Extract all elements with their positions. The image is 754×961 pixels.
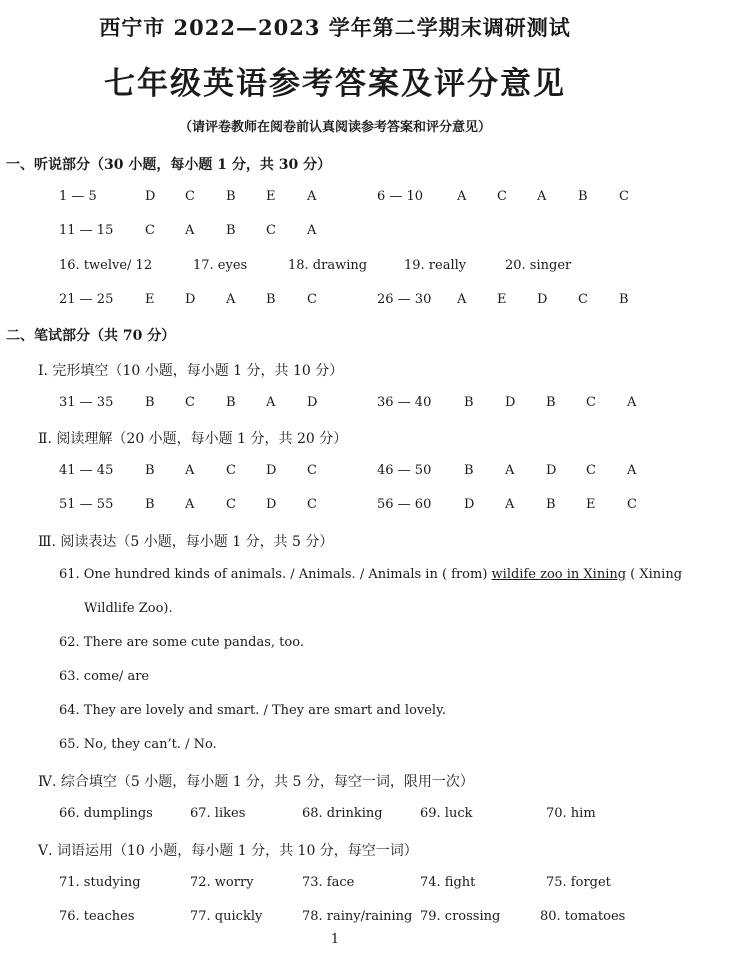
answer: A (627, 395, 637, 410)
range-label: 41 — 45 (59, 463, 114, 478)
grading-note: （请评卷教师在阅卷前认真阅读参考答案和评分意见） (178, 120, 491, 135)
answer: C (185, 189, 195, 204)
answer-row-76-80 (0, 909, 670, 933)
part2-heading: 二、笔试部分（共 70 分） (6, 328, 176, 344)
answer: D (185, 292, 196, 307)
answer: A (505, 463, 515, 478)
answer: E (266, 189, 276, 204)
answer: B (226, 223, 236, 238)
answer: D (546, 463, 557, 478)
answer: A (505, 497, 515, 512)
fill-answer: 72. worry (190, 875, 254, 890)
answer: A (307, 189, 317, 204)
answer: B (226, 395, 236, 410)
answer: C (307, 497, 317, 512)
answer-63: 63. come/ are (59, 669, 150, 684)
fill-answer: 73. face (302, 875, 355, 890)
fill-answer: 75. forget (546, 875, 611, 890)
fill-answer: 16. twelve/ 12 (59, 258, 153, 273)
answer: E (497, 292, 507, 307)
answer-row-51-60 (0, 497, 670, 521)
exam-title: 西宁市 2022—2023 学年第二学期末调研测试 (99, 15, 571, 40)
range-label: 11 — 15 (59, 223, 114, 238)
answer: A (457, 292, 467, 307)
answer: A (537, 189, 547, 204)
fill-answer: 68. drinking (302, 806, 383, 821)
section4-heading: Ⅳ. 综合填空（5 小题，每小题 1 分，共 5 分，每空一词，限用一次） (38, 774, 474, 790)
answer: C (185, 395, 195, 410)
answer: D (266, 463, 277, 478)
answer: B (464, 463, 474, 478)
answer: A (266, 395, 276, 410)
answer-row-31-40 (0, 395, 670, 419)
answer: A (226, 292, 236, 307)
answer: A (457, 189, 467, 204)
range-label: 1 — 5 (59, 189, 97, 204)
fill-answer: 76. teaches (59, 909, 135, 924)
answer-64: 64. They are lovely and smart. / They are smart and lovely. (59, 703, 446, 718)
answer: B (578, 189, 588, 204)
fill-answer: 80. tomatoes (540, 909, 626, 924)
section1-heading: Ⅰ. 完形填空（10 小题，每小题 1 分，共 10 分） (38, 363, 344, 379)
answer: B (226, 189, 236, 204)
range-label: 21 — 25 (59, 292, 114, 307)
answer: D (537, 292, 548, 307)
answer: D (464, 497, 475, 512)
answer: A (185, 463, 195, 478)
answer: B (145, 497, 155, 512)
answer: C (226, 463, 236, 478)
range-label: 46 — 50 (377, 463, 432, 478)
range-label: 56 — 60 (377, 497, 432, 512)
answer: C (586, 463, 596, 478)
answer-61-underlined: wildife zoo in Xining (491, 567, 627, 582)
answer: B (546, 395, 556, 410)
answer: A (307, 223, 317, 238)
answer: B (546, 497, 556, 512)
fill-answer: 69. luck (420, 806, 473, 821)
answer-row-1-10 (0, 189, 670, 213)
page-number: 1 (330, 932, 340, 947)
answer: A (185, 497, 195, 512)
answer: A (185, 223, 195, 238)
answer: B (266, 292, 276, 307)
fill-answer: 71. studying (59, 875, 141, 890)
answer-row-71-75 (0, 875, 670, 899)
answer-65: 65. No, they can’t. / No. (59, 737, 217, 752)
fill-answer: 19. really (404, 258, 467, 273)
fill-answer: 66. dumplings (59, 806, 153, 821)
range-label: 51 — 55 (59, 497, 114, 512)
answer: E (586, 497, 596, 512)
answer-row-41-50 (0, 463, 670, 487)
document-title: 七年级英语参考答案及评分意见 (104, 66, 566, 102)
fill-answer: 70. him (546, 806, 596, 821)
range-label: 31 — 35 (59, 395, 114, 410)
answer: C (266, 223, 276, 238)
answer: B (145, 395, 155, 410)
answer: B (464, 395, 474, 410)
fill-answer: 17. eyes (193, 258, 248, 273)
answer: B (145, 463, 155, 478)
answer: C (145, 223, 155, 238)
fill-answer: 74. fight (420, 875, 476, 890)
answer: D (505, 395, 516, 410)
answer: C (307, 292, 317, 307)
answer-61-text-end: ( Xining (626, 567, 683, 582)
answer: C (578, 292, 588, 307)
answer: C (307, 463, 317, 478)
answer-row-21-30 (0, 292, 670, 316)
answer: D (307, 395, 318, 410)
fill-answer: 18. drawing (288, 258, 368, 273)
answer: B (619, 292, 629, 307)
section5-heading: Ⅴ. 词语运用（10 小题，每小题 1 分，共 10 分，每空一词） (38, 843, 418, 859)
fill-answer: 77. quickly (190, 909, 263, 924)
answer: C (226, 497, 236, 512)
section3-heading: Ⅲ. 阅读表达（5 小题，每小题 1 分，共 5 分） (38, 534, 334, 550)
answer-row-66-70 (0, 806, 670, 830)
answer-61-text: 61. One hundred kinds of animals. / Animals. / Animals in ( from) (59, 567, 492, 582)
answer-62: 62. There are some cute pandas, too. (59, 635, 304, 650)
answer: E (145, 292, 155, 307)
part1-heading: 一、听说部分（30 小题，每小题 1 分，共 30 分） (6, 157, 332, 173)
range-label: 6 — 10 (377, 189, 424, 204)
fill-answer: 67. likes (190, 806, 246, 821)
answer: D (145, 189, 156, 204)
fill-answer: 79. crossing (420, 909, 501, 924)
answer-61-continued: Wildlife Zoo). (84, 601, 173, 616)
fill-answer: 20. singer (505, 258, 572, 273)
answer: D (266, 497, 277, 512)
range-label: 36 — 40 (377, 395, 432, 410)
answer-row-16-20 (0, 258, 670, 282)
answer-row-11-15 (0, 223, 670, 247)
fill-answer: 78. rainy/raining (302, 909, 413, 924)
answer: C (586, 395, 596, 410)
answer-61 (59, 567, 683, 591)
range-label: 26 — 30 (377, 292, 432, 307)
answer: C (497, 189, 507, 204)
section2-heading: Ⅱ. 阅读理解（20 小题，每小题 1 分，共 20 分） (38, 431, 348, 447)
answer: C (627, 497, 637, 512)
answer: C (619, 189, 629, 204)
answer: A (627, 463, 637, 478)
